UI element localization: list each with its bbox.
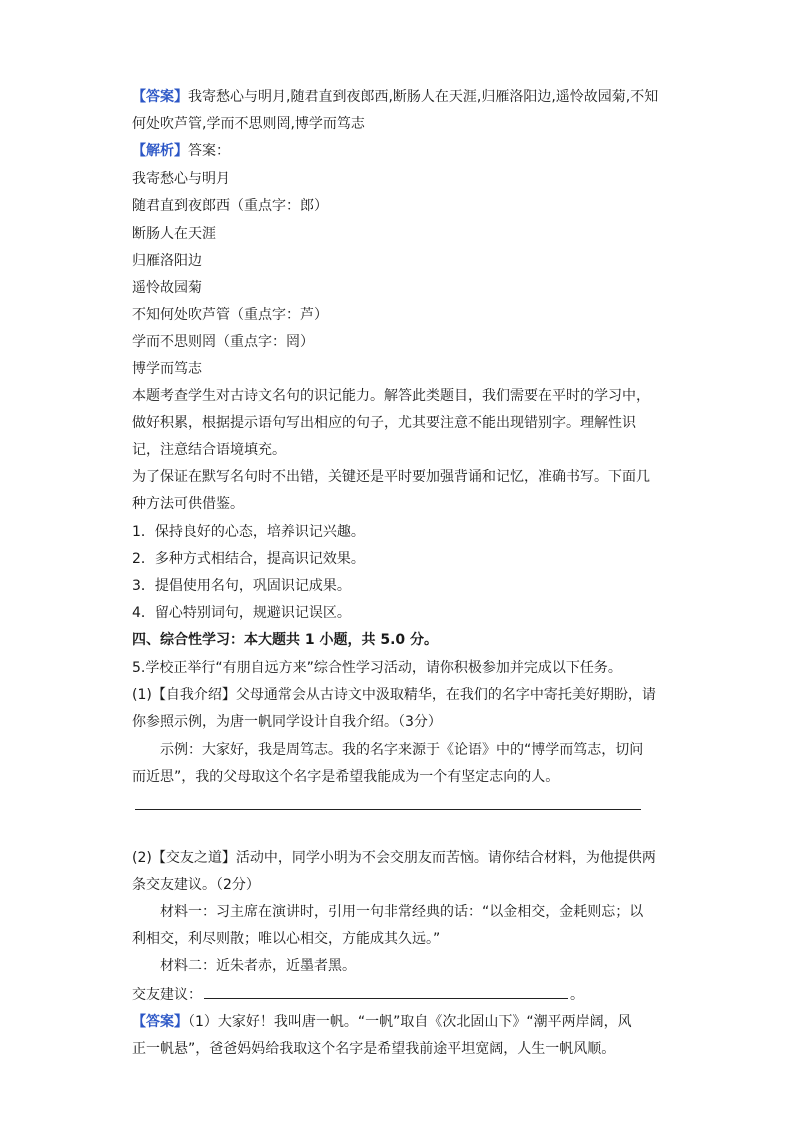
answer2-line-2: 正一帆悬”，爸爸妈妈给我取这个名字是希望我前途平坦宽阔，人生一帆风顺。: [132, 1041, 616, 1057]
section-heading: 四、综合性学习：本大题共 1 小题，共 5.0 分。: [132, 632, 439, 648]
analysis-line: 归雁洛阳边: [132, 253, 202, 269]
analysis-line: 种方法可供借鉴。: [132, 496, 244, 512]
question-stem: 5.学校正举行“有朋自远方来”综合性学习活动，请你积极参加并完成以下任务。: [132, 660, 622, 676]
material-1-line-2: 利相交，利尽则散；唯以心相交，方能成其久远。”: [132, 931, 441, 947]
analysis-line: 本题考查学生对古诗文名句的识记能力。解答此类题目，我们需要在平时的学习中，: [132, 388, 650, 404]
analysis-line: 学而不思则罔（重点字：罔）: [132, 334, 314, 350]
material-1-line-1: 材料一：习主席在演讲时，引用一句非常经典的话：“以金相交，金耗则忘；以: [160, 904, 644, 920]
analysis-line: 为了保证在默写名句时不出错，关键还是平时要加强背诵和记忆，准确书写。下面几: [132, 469, 650, 485]
subquestion-2-line-2: 条交友建议。（2分）: [132, 877, 260, 893]
answer-line-1: [132, 87, 658, 107]
analysis-line: 博学而笃志: [132, 361, 202, 377]
analysis-line: 我寄愁心与明月: [132, 171, 230, 187]
analysis-line: 不知何处吹芦管（重点字：芦）: [132, 307, 328, 323]
analysis-line-intro: [132, 141, 230, 161]
answer2-tag: 【答案】: [132, 1014, 188, 1030]
analysis-line: 1．保持良好的心态，培养识记兴趣。: [132, 524, 365, 540]
analysis-line: 遥怜故园菊: [132, 280, 202, 296]
analysis-line: 4．留心特别词句，规避识记误区。: [132, 605, 351, 621]
advice-end: 。: [570, 987, 584, 1003]
analysis-line: 3．提倡使用名句，巩固识记成果。: [132, 578, 351, 594]
analysis-line: 做好积累，根据提示语句写出相应的句子，尤其要注意不能出现错别字。理解性识: [132, 415, 636, 431]
advice-line: [132, 984, 584, 1004]
example-line-1: 示例：大家好，我是周笃志。我的名字来源于《论语》中的“博学而笃志，切问: [160, 742, 644, 758]
material-2: 材料二：近朱者赤，近墨者黑。: [160, 958, 356, 974]
example-line-2: 而近思”，我的父母取这个名字是希望我能成为一个有坚定志向的人。: [132, 769, 560, 785]
analysis-tag: 【解析】: [132, 143, 188, 159]
answer-text: 我寄愁心与明月,随君直到夜郎西,断肠人在天涯,归雁洛阳边,遥怜故园菊,不知: [188, 89, 659, 105]
analysis-intro: 答案：: [188, 143, 230, 159]
answer-line-2: 何处吹芦管,学而不思则罔,博学而笃志: [132, 116, 365, 132]
answer2-line-1: [132, 1012, 632, 1032]
advice-blank[interactable]: [204, 984, 568, 999]
answer-tag: 【答案】: [132, 89, 188, 105]
analysis-line: 2．多种方式相结合，提高识记效果。: [132, 551, 365, 567]
answer2-text: （1）大家好！我叫唐一帆。“一帆”取自《次北固山下》“潮平两岸阔，风: [188, 1014, 632, 1030]
subquestion-2-line-1: (2)【交友之道】活动中，同学小明为不会交朋友而苦恼。请你结合材料，为他提供两: [132, 850, 656, 866]
analysis-line: 随君直到夜郎西（重点字：郎）: [132, 198, 328, 214]
subquestion-1-line-1: (1)【自我介绍】父母通常会从古诗文中汲取精华，在我们的名字中寄托美好期盼，请: [132, 687, 656, 703]
answer-blank-line[interactable]: [135, 809, 641, 810]
subquestion-1-line-2: 你参照示例，为唐一帆同学设计自我介绍。（3分）: [132, 714, 442, 730]
analysis-line: 记，注意结合语境填充。: [132, 442, 286, 458]
advice-label: 交友建议：: [132, 987, 202, 1003]
analysis-line: 断肠人在天涯: [132, 226, 216, 242]
